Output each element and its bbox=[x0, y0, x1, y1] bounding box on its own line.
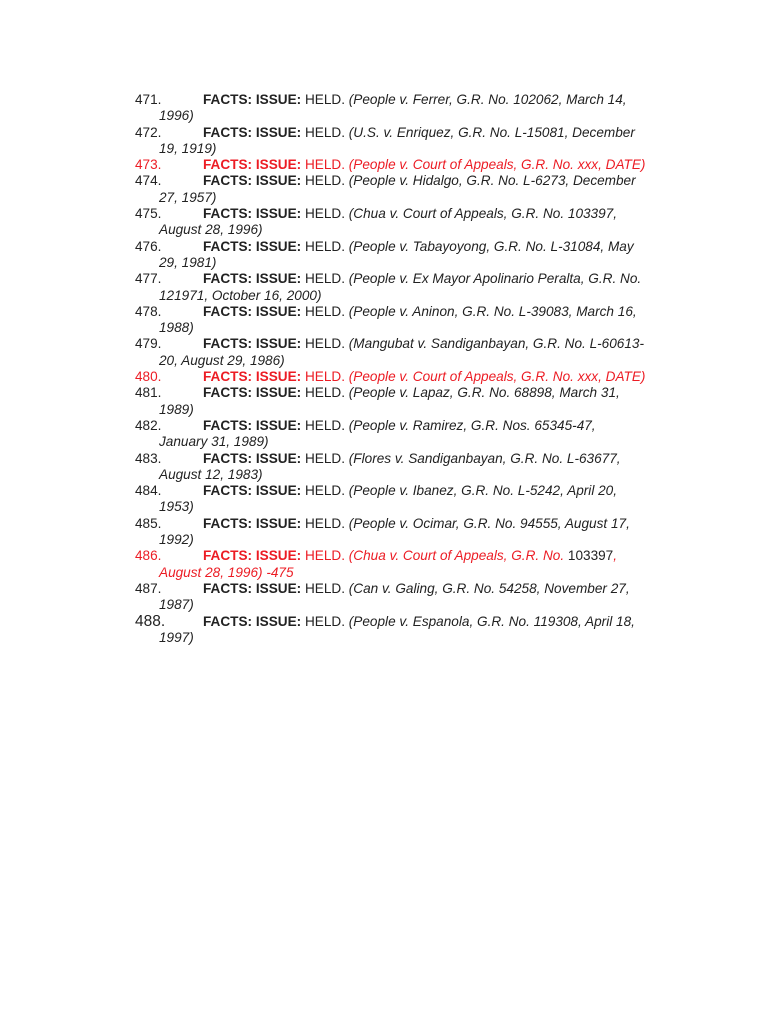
entry-number: 477. bbox=[135, 271, 162, 287]
held-label: HELD. bbox=[301, 515, 349, 531]
case-entry bbox=[135, 369, 665, 385]
case-citation: (People v. Hidalgo, G.R. No. L-6273, December bbox=[348, 173, 636, 189]
case-citation: (Can v. Galing, G.R. No. 54258, November 27, bbox=[348, 580, 630, 596]
held-label: HELD. bbox=[301, 385, 349, 401]
entry-line-1 bbox=[135, 206, 665, 222]
facts-issue-label: FACTS: ISSUE: bbox=[203, 157, 302, 173]
case-entry bbox=[135, 173, 665, 206]
held-label: HELD. bbox=[301, 580, 349, 596]
case-citation: (Chua v. Court of Appeals, G.R. No. bbox=[348, 548, 565, 564]
case-entry bbox=[135, 483, 665, 516]
case-entry bbox=[135, 157, 665, 173]
entry-line-2: 1996) bbox=[159, 108, 194, 124]
facts-issue-label: FACTS: ISSUE: bbox=[203, 173, 302, 189]
entry-line-2: 1987) bbox=[159, 597, 194, 613]
entry-line-2: August 28, 1996) bbox=[159, 222, 263, 238]
facts-issue-label: FACTS: ISSUE: bbox=[203, 336, 302, 352]
held-label: HELD. bbox=[301, 613, 349, 629]
case-citation: (People v. Court of Appeals, G.R. No. xxx, DATE) bbox=[348, 369, 646, 385]
case-entry bbox=[135, 581, 665, 614]
entry-line-1 bbox=[135, 271, 665, 287]
case-citation: (Chua v. Court of Appeals, G.R. No. 103397, bbox=[348, 206, 618, 222]
held-label: HELD. bbox=[301, 271, 349, 287]
entry-line-1 bbox=[135, 516, 665, 532]
facts-issue-label: FACTS: ISSUE: bbox=[203, 548, 302, 564]
entry-number: 478. bbox=[135, 303, 162, 319]
case-citation: (People v. Court of Appeals, G.R. No. xxx, DATE) bbox=[348, 157, 646, 173]
held-label: HELD. bbox=[301, 303, 349, 319]
entry-number: 476. bbox=[135, 238, 162, 254]
case-citation: (People v. Ferrer, G.R. No. 102062, March 14, bbox=[348, 92, 627, 107]
entry-number: 471. bbox=[135, 92, 162, 107]
held-label: HELD. bbox=[301, 336, 349, 352]
entry-number: 484. bbox=[135, 483, 162, 499]
citation-number: 103397 bbox=[564, 548, 614, 564]
entry-line-1 bbox=[135, 548, 665, 564]
case-entry bbox=[135, 92, 665, 125]
held-label: HELD. bbox=[301, 173, 349, 189]
held-label: HELD. bbox=[301, 206, 349, 222]
held-label: HELD. bbox=[301, 92, 349, 107]
entry-line-1 bbox=[135, 336, 665, 352]
entry-line-2: 1992) bbox=[159, 532, 194, 548]
entry-line-2: 29, 1981) bbox=[159, 254, 217, 270]
held-label: HELD. bbox=[301, 238, 349, 254]
entry-line-2: 121971, October 16, 2000) bbox=[159, 287, 322, 303]
entry-line-1 bbox=[135, 581, 665, 597]
case-citation: (People v. Espanola, G.R. No. 119308, April 18, bbox=[348, 613, 635, 629]
case-citation: (U.S. v. Enriquez, G.R. No. L-15081, December bbox=[348, 124, 635, 140]
entry-line-2: 1988) bbox=[159, 320, 194, 336]
case-entry bbox=[135, 336, 665, 369]
case-entry bbox=[135, 614, 665, 647]
entry-line-1 bbox=[135, 157, 665, 173]
entry-line-2: January 31, 1989) bbox=[159, 434, 269, 450]
entry-number: 472. bbox=[135, 124, 162, 140]
case-citation: (Mangubat v. Sandiganbayan, G.R. No. L-60613- bbox=[348, 336, 644, 352]
entry-number: 483. bbox=[135, 450, 162, 466]
facts-issue-label: FACTS: ISSUE: bbox=[203, 515, 302, 531]
held-label: HELD. bbox=[301, 417, 349, 433]
case-citation: (People v. Aninon, G.R. No. L-39083, March 16, bbox=[348, 303, 637, 319]
citation-tail: , bbox=[613, 548, 618, 564]
case-entry bbox=[135, 271, 665, 304]
held-label: HELD. bbox=[301, 124, 349, 140]
entry-line-1 bbox=[135, 125, 665, 141]
entry-line-2: August 28, 1996) -475 bbox=[159, 564, 294, 580]
entry-line-1 bbox=[135, 418, 665, 434]
facts-issue-label: FACTS: ISSUE: bbox=[203, 613, 302, 629]
entry-line-2: 1989) bbox=[159, 401, 194, 417]
entry-number: 487. bbox=[135, 580, 162, 596]
facts-issue-label: FACTS: ISSUE: bbox=[203, 271, 302, 287]
entry-line-2: August 12, 1983) bbox=[159, 466, 263, 482]
case-entry bbox=[135, 516, 665, 549]
entry-line-1 bbox=[135, 385, 665, 401]
entry-number: 480. bbox=[135, 369, 162, 385]
case-entry bbox=[135, 451, 665, 484]
facts-issue-label: FACTS: ISSUE: bbox=[203, 483, 302, 499]
entry-line-2: 27, 1957) bbox=[159, 189, 217, 205]
entry-line-1 bbox=[135, 614, 665, 630]
facts-issue-label: FACTS: ISSUE: bbox=[203, 92, 302, 107]
facts-issue-label: FACTS: ISSUE: bbox=[203, 238, 302, 254]
facts-issue-label: FACTS: ISSUE: bbox=[203, 450, 302, 466]
facts-issue-label: FACTS: ISSUE: bbox=[203, 303, 302, 319]
case-citation: (Flores v. Sandiganbayan, G.R. No. L-63677, bbox=[348, 450, 621, 466]
entry-line-2: 1997) bbox=[159, 629, 194, 645]
facts-issue-label: FACTS: ISSUE: bbox=[203, 369, 302, 385]
case-citation: (People v. Ibanez, G.R. No. L-5242, April 20, bbox=[348, 483, 618, 499]
entry-line-2: 19, 1919) bbox=[159, 140, 217, 156]
held-label: HELD. bbox=[301, 483, 349, 499]
entry-number: 474. bbox=[135, 173, 162, 189]
held-label: HELD. bbox=[301, 548, 349, 564]
case-entry bbox=[135, 418, 665, 451]
entry-line-1 bbox=[135, 92, 665, 108]
case-citation: (People v. Ramirez, G.R. Nos. 65345-47, bbox=[348, 417, 596, 433]
case-entry bbox=[135, 206, 665, 239]
case-entry bbox=[135, 304, 665, 337]
facts-issue-label: FACTS: ISSUE: bbox=[203, 124, 302, 140]
case-entry bbox=[135, 385, 665, 418]
held-label: HELD. bbox=[301, 369, 349, 385]
held-label: HELD. bbox=[301, 157, 349, 173]
entry-line-1 bbox=[135, 451, 665, 467]
entry-line-1 bbox=[135, 483, 665, 499]
entry-number: 488. bbox=[135, 612, 166, 630]
case-citation: (People v. Ex Mayor Apolinario Peralta, G.R. No. bbox=[348, 271, 642, 287]
case-list bbox=[135, 92, 665, 646]
entry-line-1 bbox=[135, 304, 665, 320]
case-entry bbox=[135, 125, 665, 158]
entry-line-1 bbox=[135, 173, 665, 189]
entry-number: 486. bbox=[135, 548, 162, 564]
case-citation: (People v. Tabayoyong, G.R. No. L-31084, May bbox=[348, 238, 634, 254]
entry-line-2: 20, August 29, 1986) bbox=[159, 352, 285, 368]
entry-number: 485. bbox=[135, 515, 162, 531]
facts-issue-label: FACTS: ISSUE: bbox=[203, 206, 302, 222]
case-entry bbox=[135, 239, 665, 272]
entry-line-1 bbox=[135, 369, 665, 385]
entry-number: 482. bbox=[135, 417, 162, 433]
case-citation: (People v. Lapaz, G.R. No. 68898, March 31, bbox=[348, 385, 620, 401]
case-citation: (People v. Ocimar, G.R. No. 94555, August 17, bbox=[348, 515, 630, 531]
case-entry bbox=[135, 548, 665, 581]
entry-line-1 bbox=[135, 239, 665, 255]
entry-number: 479. bbox=[135, 336, 162, 352]
entry-number: 475. bbox=[135, 206, 162, 222]
entry-number: 481. bbox=[135, 385, 162, 401]
held-label: HELD. bbox=[301, 450, 349, 466]
facts-issue-label: FACTS: ISSUE: bbox=[203, 417, 302, 433]
facts-issue-label: FACTS: ISSUE: bbox=[203, 580, 302, 596]
entry-line-2: 1953) bbox=[159, 499, 194, 515]
entry-number: 473. bbox=[135, 157, 162, 173]
facts-issue-label: FACTS: ISSUE: bbox=[203, 385, 302, 401]
